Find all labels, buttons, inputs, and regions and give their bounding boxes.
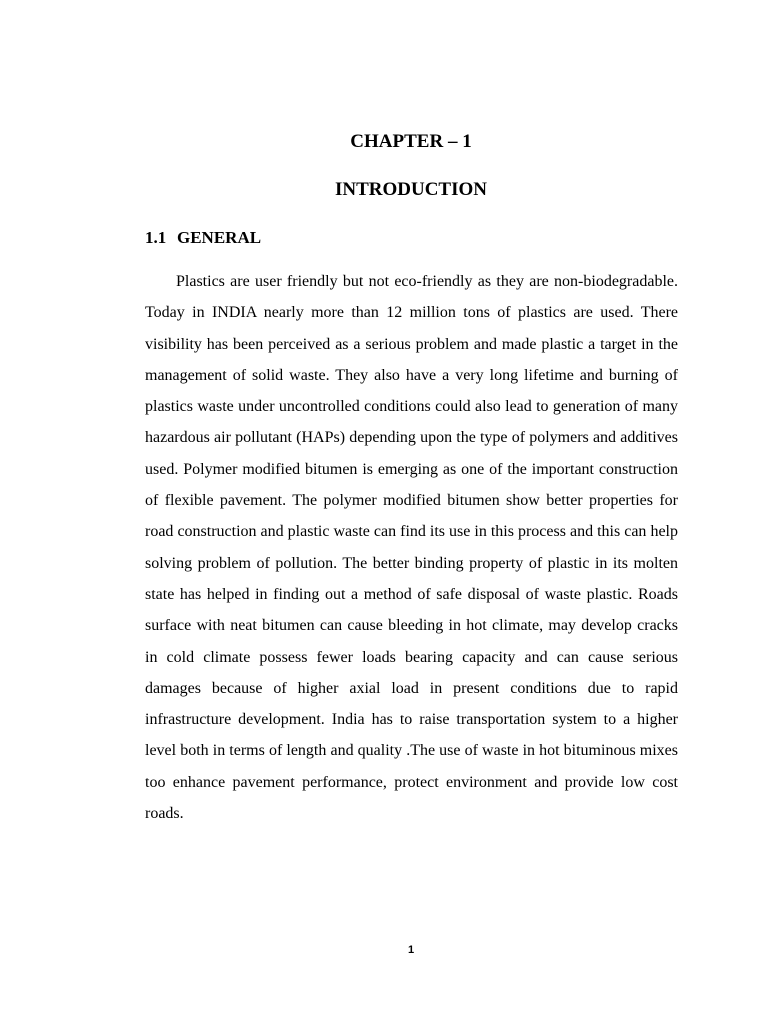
page-number: 1 <box>407 944 415 956</box>
section-title: GENERAL <box>177 228 262 247</box>
section-heading <box>145 227 261 249</box>
chapter-title: INTRODUCTION <box>334 179 488 200</box>
chapter-label: CHAPTER – 1 <box>350 131 472 152</box>
section-number: 1.1 <box>145 228 167 247</box>
body-paragraph: Plastics are user friendly but not eco-friendly as they are non-biodegradable. Today in INDIA nearly more than 12 million tons of plastics are used. There visibility has been perceived as a serious problem and made plastic a target in the management of solid waste. They also have a very long lifetime and burning of plastics waste under uncontrolled conditions could also lead to generation of many hazardous air pollutant (HAPs) depending upon the type of polymers and additives used. Polymer modified bitumen is emerging as one of the important construction of flexible pavement. The polymer modified bitumen show better properties for road construction and plastic waste can find its use in this process and this can help solving problem of pollution. The better binding property of plastic in its molten state has helped in finding out a method of safe disposal of waste plastic. Roads surface with neat bitumen can cause bleeding in hot climate, may develop cracks in cold climate possess fewer loads bearing capacity and can cause serious damages because of higher axial load in present conditions due to rapid infrastructure development. India has to raise transportation system to a higher level both in terms of length and quality .The use of waste in hot bituminous mixes too enhance pavement performance, protect environment and provide low cost roads. <box>145 273 678 823</box>
